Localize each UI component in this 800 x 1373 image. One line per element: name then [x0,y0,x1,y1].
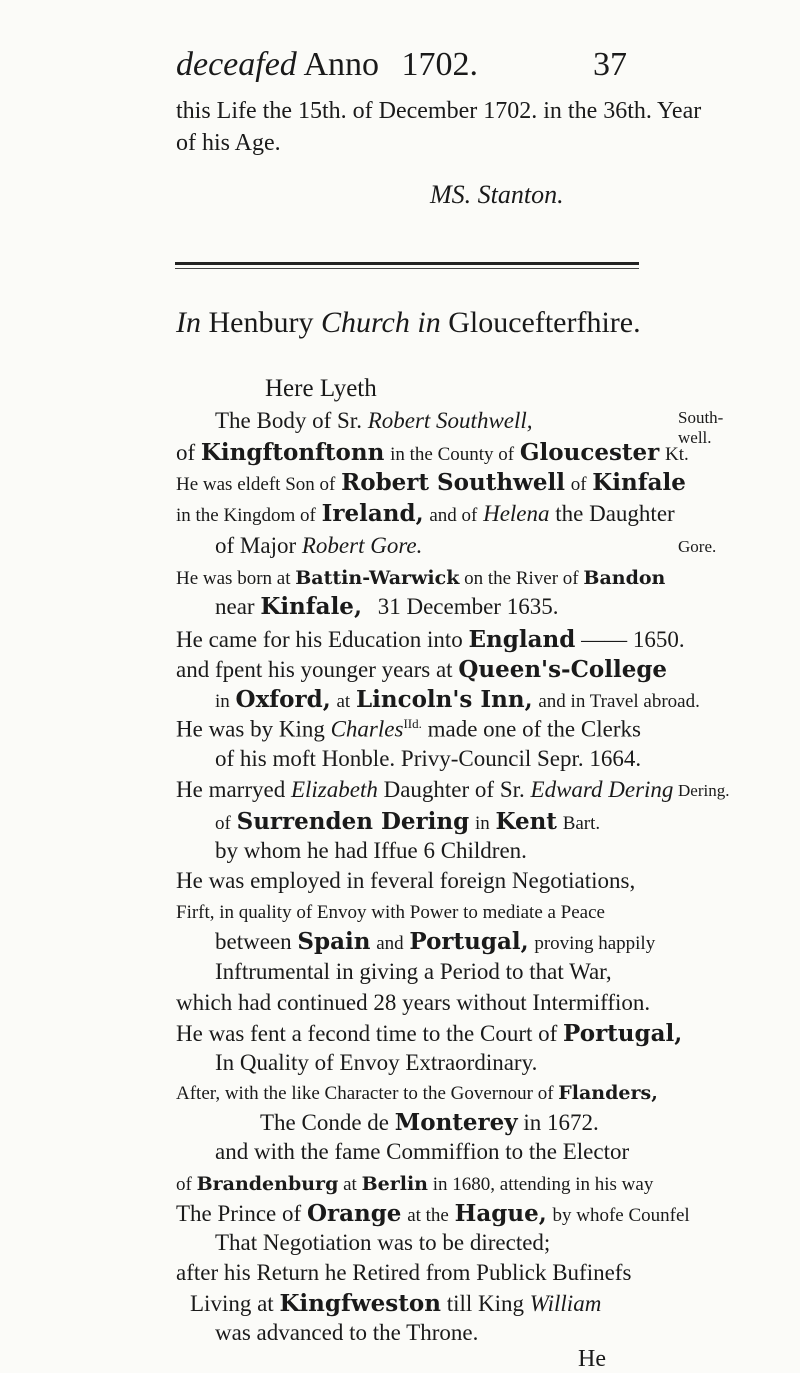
body-line: In Quality of Envoy Extraordinary. [215,1050,538,1075]
body-line: That Negotiation was to be directed; [215,1230,551,1255]
body-line: The Body of Sr. Robert Southwell, [215,408,533,433]
body-line: in the Kingdom of Ireland, and of Helena the Daughter [176,500,675,527]
section-rule-thick [175,262,639,265]
body-line: of Kingftonftonn in the County of Gloucester Kt. [176,439,689,466]
intro-line-1: this Life the 15th. of December 1702. in the 36th. Year [176,98,702,124]
body-line: The Prince of Orange at the Hague, by whofe Counfel [176,1200,690,1227]
source-note: MS. Stanton. [430,180,564,209]
running-year: 1702. [401,46,478,83]
section-heading: In Henbury Church in Gloucefterfhire. [176,306,641,339]
margin-note-gore: Gore. [678,537,717,556]
body-line: He was fent a fecond time to the Court of Portugal, [176,1020,683,1047]
body-line: of Brandenburg at Berlin in 1680, attending in his way [176,1173,654,1195]
page-number: 37 [593,46,627,83]
body-line: After, with the like Character to the Governour of Flanders, [176,1082,658,1104]
margin-note-dering: Dering. [678,781,730,800]
body-line: He marryed Elizabeth Daughter of Sr. Edward Dering [176,777,674,802]
catchword: He [578,1346,606,1372]
body-line: Here Lyeth [265,375,377,402]
body-line: Living at Kingfweston till King William [190,1290,602,1317]
body-line: of Major Robert Gore. [215,533,423,558]
running-anno: Anno [303,46,379,83]
body-line: in Oxford, at Lincoln's Inn, and in Travel abroad. [215,686,700,713]
body-line: after his Return he Retired from Publick Bufinefs [176,1260,632,1285]
body-line: and with the fame Commiffion to the Elector [215,1139,630,1164]
body-line: and fpent his younger years at Queen's-College [176,656,668,683]
body-line: which had continued 28 years without Intermiffion. [176,990,651,1015]
body-line: of his moft Honble. Privy-Council Sepr. 1664. [215,746,642,771]
body-line: near Kinfale, 31 December 1635. [215,593,559,620]
body-line: He was born at Battin-Warwick on the River of Bandon [176,567,666,589]
intro-line-2: of his Age. [176,130,281,156]
margin-note-southwell: South- well. [678,408,724,447]
running-head [176,46,478,84]
section-rule-thin [175,268,639,269]
body-line: He was by King Charles$^{IId.}$ made one of the Clerks [176,716,641,742]
body-line: was advanced to the Throne. [215,1320,479,1345]
body-line: The Conde de Monterey in 1672. [260,1109,599,1136]
running-title: deceafed [176,46,297,83]
body-line: of Surrenden Dering in Kent Bart. [215,808,601,835]
body-line: He was employed in feveral foreign Negotiations, [176,868,636,893]
body-line: Inftrumental in giving a Period to that War, [215,959,612,984]
body-line: He came for his Education into England —— 1650. [176,626,685,653]
body-line: He was eldeft Son of Robert Southwell of Kinfale [176,469,686,496]
body-line: Firft, in quality of Envoy with Power to mediate a Peace [176,902,605,923]
body-line: by whom he had Iffue 6 Children. [215,838,527,863]
body-line: between Spain and Portugal, proving happily [215,928,656,955]
